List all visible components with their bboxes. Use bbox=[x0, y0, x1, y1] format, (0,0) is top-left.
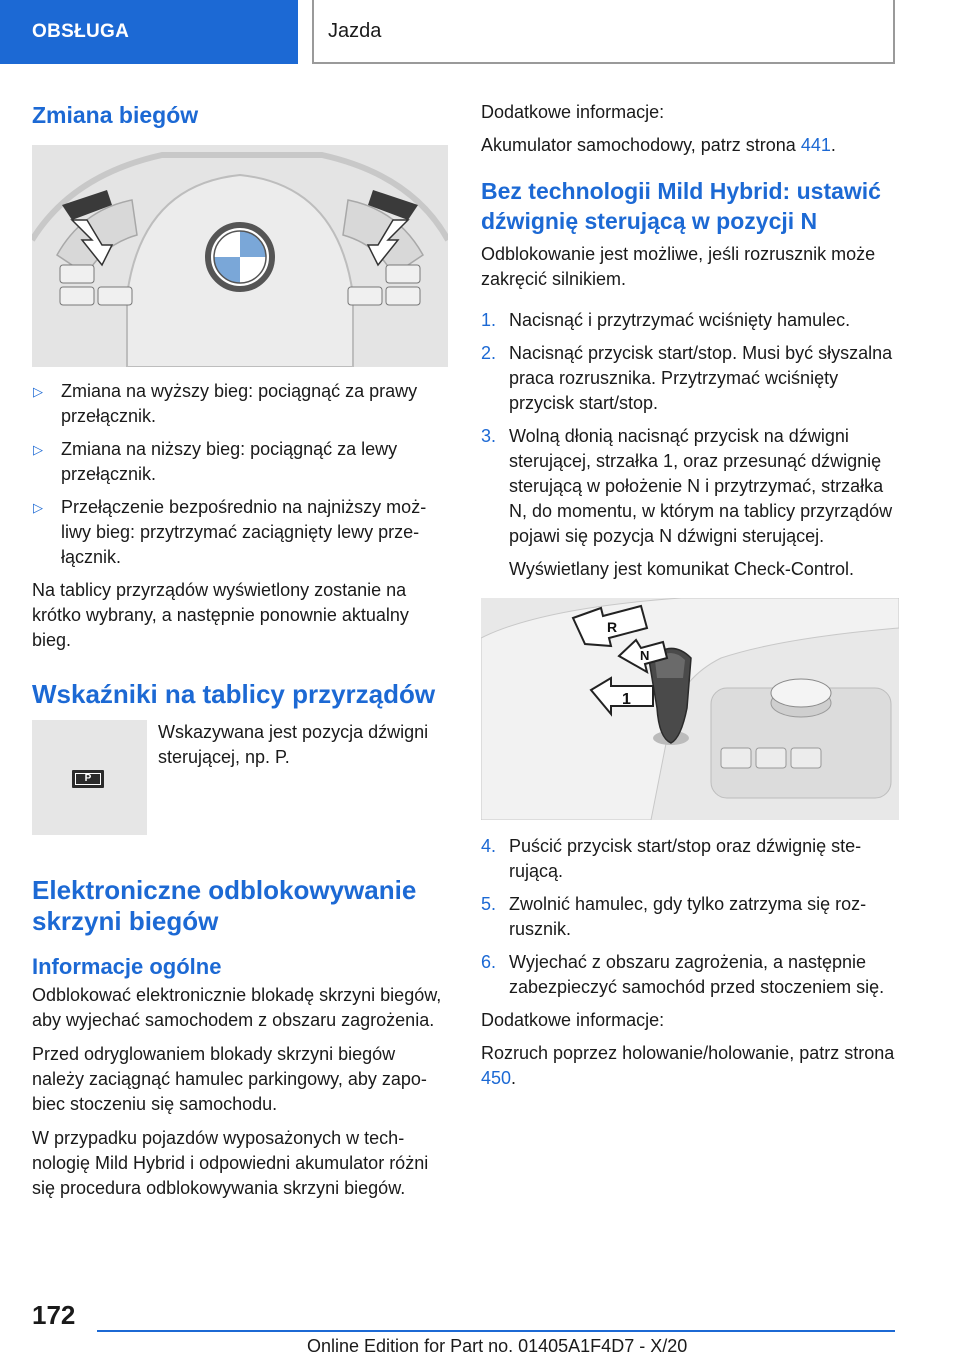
general-paragraph: W przypadku pojazdów wyposażonych w technologię Mild Hybrid i odpowiedni akumulator różni się procedura odblokowywania skrzyni biegów. bbox=[32, 1128, 429, 1198]
right-column bbox=[481, 100, 899, 1100]
list-item: ▷ Przełączenie bezpośrednio na najniższy możliwy bieg: przytrzymać zaciągnięty lewy przełącznik. bbox=[33, 497, 427, 567]
steering-wheel-figure bbox=[32, 145, 448, 367]
list-item: 5. Zwolnić hamulec, gdy tylko zatrzyma się rozrusznik. bbox=[481, 894, 867, 939]
indicator-block bbox=[32, 720, 448, 835]
list-item: 2. Nacisnąć przycisk start/stop. Musi być słyszalna praca rozrusznika. Przytrzymać wciśnięty przycisk start/stop. bbox=[481, 343, 893, 413]
steps-list-a bbox=[481, 308, 899, 549]
indicator-text: Wskazywana jest pozycja dźwigni sterującej, np. P. bbox=[158, 722, 429, 767]
triangle-bullet-icon: ▷ bbox=[33, 442, 43, 457]
battery-reference: Akumulator samochodowy, patrz strona 441. bbox=[481, 135, 836, 155]
footer-edition: Online Edition for Part no. 01405A1F4D7 - X/20 bbox=[307, 1336, 688, 1356]
list-item: 6. Wyjechać z obszaru zagrożenia, a następnie zabezpieczyć samochód przed stoczeniem się. bbox=[481, 952, 885, 997]
list-item: 1. Nacisnąć i przytrzymać wciśnięty hamulec. bbox=[481, 310, 851, 330]
no-mild-intro: Odblokowanie jest możliwe, jeśli rozrusznik może zakręcić silnikiem. bbox=[481, 244, 876, 289]
general-paragraph: Odblokować elektronicznie blokadę skrzyni biegów, aby wyjechać samochodem z obszaru zagrożenia. bbox=[32, 985, 442, 1030]
list-item: 4. Puścić przycisk start/stop oraz dźwignię sterującą. bbox=[481, 836, 862, 881]
chapter-label: Jazda bbox=[328, 19, 382, 42]
heading-general-info: Informacje ogólne bbox=[32, 954, 222, 979]
tow-reference: Rozruch poprzez holowanie/holowanie, patrz strona 450. bbox=[481, 1043, 895, 1088]
footer-divider bbox=[97, 1330, 895, 1332]
steering-wheel-illustration bbox=[32, 145, 448, 367]
page-link-450[interactable]: 450 bbox=[481, 1068, 512, 1088]
heading-indicators: Wskaźniki na tablicy przyrządów bbox=[32, 679, 436, 709]
list-item: ▷ Zmiana na niższy bieg: pociągnąć za lewy przełącznik. bbox=[33, 439, 398, 484]
info-label: Dodatkowe informacje: bbox=[481, 102, 665, 122]
left-column bbox=[32, 100, 448, 1210]
triangle-bullet-icon: ▷ bbox=[33, 500, 43, 515]
steps-list-b bbox=[481, 834, 899, 1000]
arrow-n-label: N bbox=[640, 648, 650, 663]
info-label-2: Dodatkowe informacje: bbox=[481, 1010, 665, 1030]
list-item: 3. Wolną dłonią nacisnąć przycisk na dźwigni sterującej, strzałka 1, oraz przesunąć dźwignię sterującą w położenie N i przytrzymać, strzałka N, do momentu, w którym na tablicy przyrządów pojawi się pozycja N dźwigni sterującej. bbox=[481, 426, 893, 546]
arrow-r-label: R bbox=[607, 619, 618, 635]
indicator-figure bbox=[32, 720, 147, 835]
triangle-bullet-icon: ▷ bbox=[33, 384, 43, 399]
heading-unlock: Elektroniczne odblokowywanie skrzyni biegów bbox=[32, 875, 417, 936]
section-tab bbox=[0, 0, 298, 64]
list-item: ▷ Zmiana na wyższy bieg: pociągnąć za prawy przełącznik. bbox=[33, 381, 418, 426]
general-paragraph: Przed odryglowaniem blokady skrzyni biegów należy zaciągnąć hamulec parkingowy, aby zapobiec stoczeniu się samochodu. bbox=[32, 1044, 427, 1114]
shift-note: Na tablicy przyrządów wyświetlony zostanie na krótko wybrany, a następnie ponownie aktualny bieg. bbox=[32, 580, 409, 650]
heading-no-mild-hybrid: Bez technologii Mild Hybrid: ustawić dźwignię sterującą w pozycji N bbox=[481, 178, 881, 234]
shift-bullet-list bbox=[32, 379, 448, 570]
chapter-header bbox=[312, 0, 895, 64]
gear-selector-illustration bbox=[481, 598, 899, 820]
page-number: 172 bbox=[32, 1300, 76, 1330]
step3-note: Wyświetlany jest komunikat Check-Control. bbox=[509, 559, 854, 579]
section-label: OBSŁUGA bbox=[32, 21, 130, 42]
gear-selector-figure bbox=[481, 598, 899, 820]
park-indicator-icon: P bbox=[72, 770, 104, 788]
heading-gear-shift: Zmiana biegów bbox=[32, 102, 199, 128]
arrow-1-label: 1 bbox=[622, 691, 631, 708]
page-link-441[interactable]: 441 bbox=[800, 135, 831, 155]
